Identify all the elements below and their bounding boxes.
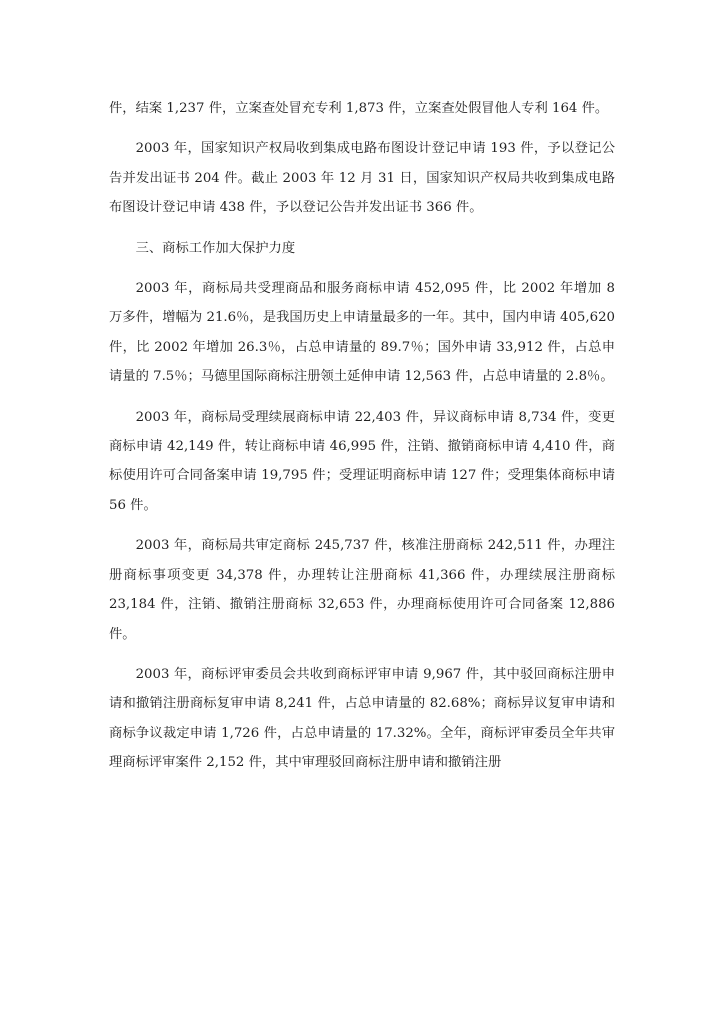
paragraph-ic-layout-design: 2003 年，国家知识产权局收到集成电路布图设计登记申请 193 件，予以登记公告并发出证书 204 件。截止 2003 年 12 月 31 日，国家知识产权局共收到集成电路布图设计登记申请 438 件，予以登记公告并发出证书 366 件。 (109, 141, 615, 216)
paragraph-trademark-applications: 2003 年，商标局共受理商品和服务商标申请 452,095 件，比 2002 年增加 8 万多件，增幅为 21.6％，是我国历史上申请量最多的一年。其中，国内申请 405,620 件，比 2002 年增加 26.3％，占总申请量的 89.7％；国外申请 33,912 件，占总申请量的 7.5％；马德里国际商标注册领土延伸申请 12,563 件，占总申请量的 2.8％。 (109, 281, 615, 385)
paragraph-trademark-approvals: 2003 年，商标局共审定商标 245,737 件，核准注册商标 242,511 件，办理注册商标事项变更 34,378 件，办理转让注册商标 41,366 件，办理续展注册商标 23,184 件，注销、撤销注册商标 32,653 件，办理商标使用许可合同备案 12,886 件。 (109, 538, 616, 642)
section-heading-trademark: 三、商标工作加大保护力度 (135, 240, 296, 256)
paragraph-patent-cases: 件，结案 1,237 件，立案查处冒充专利 1,873 件，立案查处假冒他人专利 164 件。 (109, 101, 609, 116)
paragraph-trademark-review-board: 2003 年，商标评审委员会共收到商标评审申请 9,967 件，其中驳回商标注册申请和撤销注册商标复审申请 8,241 件，占总申请量的 82.68%；商标异议复审申请和商标争议裁定申请 1,726 件，占总申请量的 17.32%。全年，商标评审委员全年共审理商标评审案件 2,152 件，其中审理驳回商标注册申请和撤销注册 (109, 666, 615, 771)
paragraph-trademark-renewals: 2003 年，商标局受理续展商标申请 22,403 件，异议商标申请 8,734 件，变更商标申请 42,149 件，转让商标申请 46,995 件，注销、撤销商标申请 4,410 件，商标使用许可合同备案申请 19,795 件；受理证明商标申请 127 件；受理集体商标申请 56 件。 (109, 409, 615, 513)
document-page (109, 94, 615, 789)
